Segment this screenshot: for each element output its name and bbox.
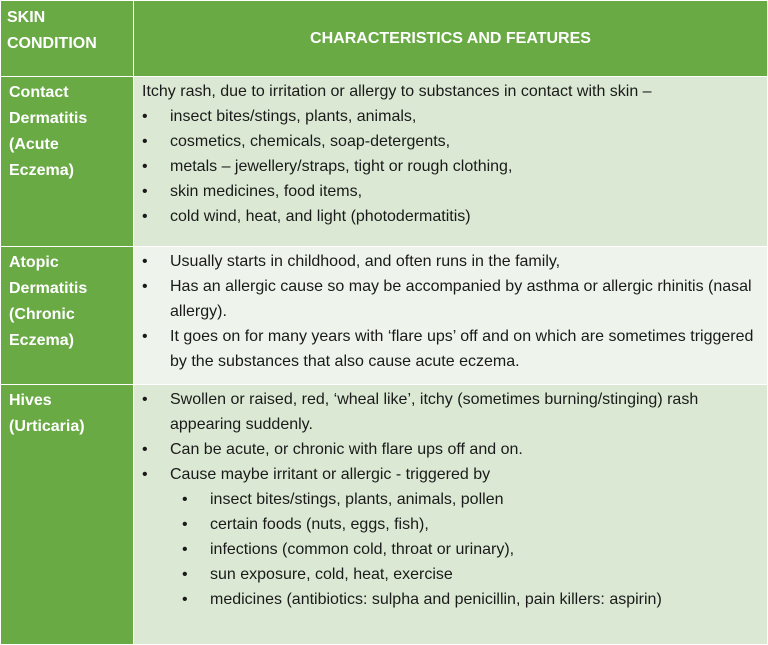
condition-line: Contact [9, 84, 69, 101]
condition-line: Eczema) [9, 332, 74, 349]
header-row [1, 1, 768, 77]
condition-line: (Urticaria) [9, 418, 85, 435]
sub-list-item: • insect bites/stings, plants, animals, pollen [142, 487, 761, 512]
list-item: • Has an allergic cause so may be accompanied by asthma or allergic rhinitis (nasal allergy). [142, 274, 761, 324]
list-item: • cosmetics, chemicals, soap-detergents, [142, 129, 761, 154]
list-item: • Swollen or raised, red, ‘wheal like’, itchy (sometimes burning/stinging) rash appearing suddenly. [142, 387, 761, 437]
list-item: • insect bites/stings, plants, animals, [142, 104, 761, 129]
condition-line: Dermatitis [9, 280, 88, 297]
condition-line: Hives [9, 392, 52, 409]
header-skin-condition: SKIN CONDITION [1, 1, 134, 77]
features-cell [134, 77, 768, 247]
condition-line: Dermatitis [9, 110, 88, 127]
intro-text: Itchy rash, due to irritation or allergy to substances in contact with skin – [142, 83, 652, 100]
list-item: • Can be acute, or chronic with flare ups off and on. [142, 437, 761, 462]
sub-list-item: • infections (common cold, throat or urinary), [142, 537, 761, 562]
list-item: • It goes on for many years with ‘flare ups’ off and on which are sometimes triggered by the substances that also cause acute eczema. [142, 324, 761, 374]
features-cell [134, 385, 768, 645]
list-item: • cold wind, heat, and light (photodermatitis) [142, 204, 761, 229]
bullet-list [142, 387, 761, 487]
sub-list-item: • medicines (antibiotics: sulpha and penicillin, pain killers: aspirin) [142, 587, 761, 612]
header-characteristics: CHARACTERISTICS AND FEATURES [134, 1, 768, 77]
list-item: • metals – jewellery/straps, tight or rough clothing, [142, 154, 761, 179]
list-item: • Usually starts in childhood, and often runs in the family, [142, 249, 761, 274]
sub-list-item: • sun exposure, cold, heat, exercise [142, 562, 761, 587]
sub-bullet-list [142, 487, 761, 612]
condition-cell [1, 77, 134, 247]
condition-line: (Acute [9, 136, 59, 153]
bullet-list [142, 249, 761, 374]
list-item: • skin medicines, food items, [142, 179, 761, 204]
table-row-atopic-dermatitis [1, 247, 768, 385]
list-item: • Cause maybe irritant or allergic - triggered by [142, 462, 761, 487]
bullet-list [142, 104, 761, 229]
condition-cell [1, 247, 134, 385]
condition-line: Eczema) [9, 162, 74, 179]
table-row-contact-dermatitis [1, 77, 768, 247]
table-row-hives [1, 385, 768, 645]
sub-list-item: • certain foods (nuts, eggs, fish), [142, 512, 761, 537]
condition-line: (Chronic [9, 306, 75, 323]
condition-line: Atopic [9, 254, 59, 271]
condition-cell [1, 385, 134, 645]
features-cell [134, 247, 768, 385]
